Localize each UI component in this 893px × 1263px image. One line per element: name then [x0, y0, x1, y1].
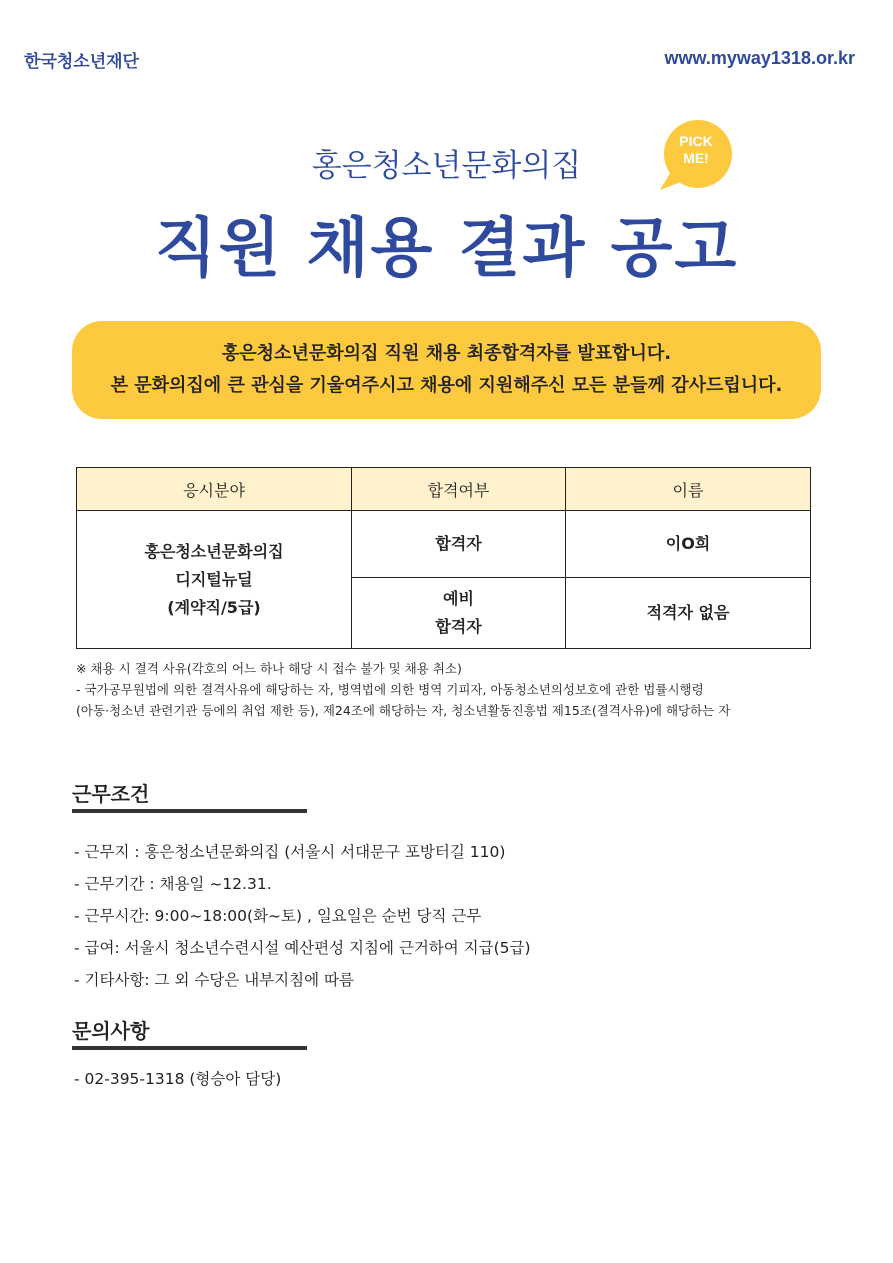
header-status: 합격여부: [352, 468, 566, 511]
conditions-divider: [72, 809, 307, 813]
list-item: - 근무지 : 홍은청소년문화의집 (서울시 서대문구 포방터길 110): [74, 843, 506, 861]
disqualification-notes: [76, 658, 730, 721]
field-cell: [77, 511, 352, 649]
field-line-1: 홍은청소년문화의집: [144, 541, 284, 561]
note-line: - 국가공무원법에 의한 결격사유에 해당하는 자, 병역법에 의한 병역 기피자, 아동청소년의성보호에 관한 법률시행령: [76, 682, 704, 697]
page-subtitle: 홍은청소년문화의집: [311, 148, 582, 184]
badge-line-2: ME!: [683, 150, 709, 166]
conditions-title: 근무조건: [72, 782, 150, 806]
banner-line-2: 본 문화의집에 큰 관심을 기울여주시고 채용에 지원해주신 모든 분들께 감사드립니다.: [110, 375, 783, 396]
status-cell: [352, 578, 566, 649]
conditions-list: [74, 836, 531, 996]
banner-line-1: 홍은청소년문화의집 직원 채용 최종합격자를 발표합니다.: [221, 343, 672, 364]
name-cell: 이O희: [566, 511, 811, 578]
status-line: 합격자: [435, 534, 482, 553]
announcement-banner: [72, 321, 821, 419]
list-item: - 근무시간: 9:00~18:00(화~토) , 일요일은 순번 당직 근무: [74, 907, 482, 925]
pick-me-badge: [658, 133, 734, 167]
status-cell: [352, 511, 566, 578]
website-url: www.myway1318.or.kr: [664, 48, 855, 68]
field-line-3: (계약직/5급): [167, 597, 261, 617]
table-header-row: [77, 468, 811, 511]
badge-line-1: PICK: [679, 133, 713, 149]
table-row: [77, 511, 811, 578]
contact-list: [74, 1063, 281, 1095]
result-table: [76, 467, 811, 649]
status-line: 예비: [443, 589, 474, 608]
contact-divider: [72, 1046, 307, 1050]
list-item: - 02-395-1318 (형승아 담당): [74, 1070, 282, 1088]
header-name: 이름: [566, 468, 811, 511]
note-line: (아동·청소년 관련기관 등에의 취업 제한 등), 제24조에 해당하는 자, 청소년활동진흥법 제15조(결격사유)에 해당하는 자: [76, 703, 731, 718]
note-line: ※ 채용 시 결격 사유(각호의 어느 하나 해당 시 접수 불가 및 채용 취소): [76, 661, 462, 676]
name-cell: 적격자 없음: [566, 578, 811, 649]
header-field: 응시분야: [77, 468, 352, 511]
page-title: 직원 채용 결과 공고: [154, 212, 739, 286]
organization-name: 한국청소년재단: [24, 52, 139, 72]
list-item: - 급여: 서울시 청소년수련시설 예산편성 지침에 근거하여 지급(5급): [74, 939, 531, 957]
field-line-2: 디지털뉴딜: [175, 569, 253, 589]
status-line: 합격자: [435, 617, 482, 636]
contact-title: 문의사항: [72, 1019, 150, 1043]
list-item: - 근무기간 : 채용일 ~12.31.: [74, 875, 272, 893]
list-item: - 기타사항: 그 외 수당은 내부지침에 따름: [74, 971, 354, 989]
